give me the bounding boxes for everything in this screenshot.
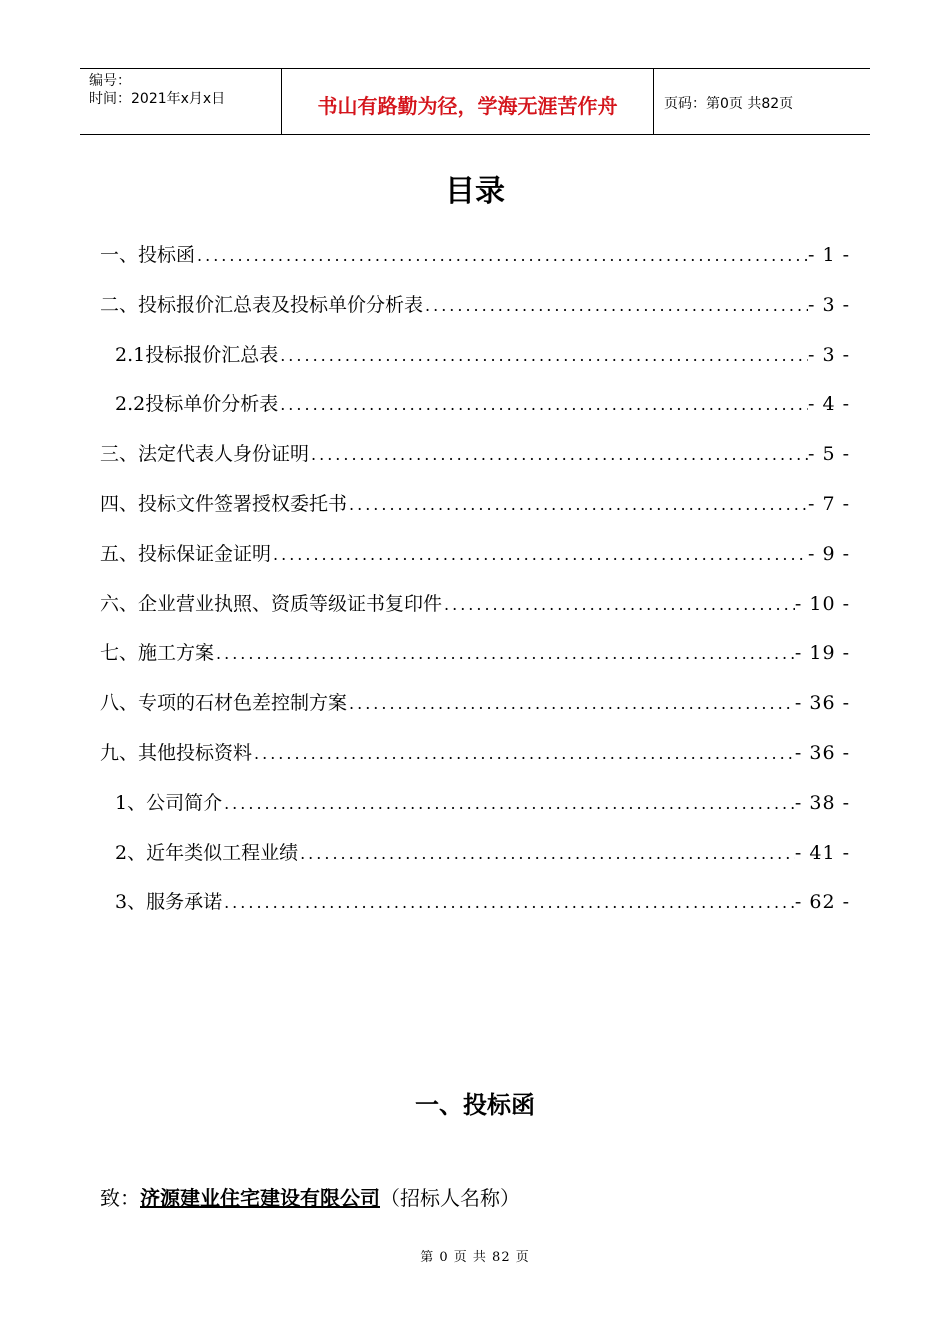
toc-entry[interactable] [100, 340, 850, 390]
recipient-line [100, 1182, 520, 1211]
toc-entry-page: - 38 - [794, 791, 850, 814]
table-of-contents [100, 240, 850, 937]
toc-entry-page: - 3 - [807, 293, 850, 316]
recipient-suffix: （招标人名称） [380, 1186, 520, 1210]
page-header [80, 68, 870, 135]
toc-entry-page: - 3 - [807, 343, 850, 366]
toc-entry[interactable] [100, 788, 850, 838]
header-meta [80, 69, 281, 134]
header-motto: 书山有路勤为径，学海无涯苦作舟 [281, 69, 654, 134]
toc-entry-page: - 5 - [807, 443, 850, 466]
toc-leader-dots [423, 296, 808, 315]
toc-entry-page: - 9 - [807, 542, 850, 565]
toc-leader-dots [222, 893, 795, 912]
document-number-label: 编号： [89, 73, 131, 89]
toc-entry-page: - 62 - [794, 891, 850, 914]
toc-leader-dots [214, 644, 795, 663]
toc-entry-label: 九、其他投标资料 [100, 741, 253, 764]
toc-entry-label: 八、专项的石材色差控制方案 [100, 692, 348, 715]
toc-entry[interactable] [100, 638, 850, 688]
toc-entry[interactable] [100, 738, 850, 788]
toc-leader-dots [347, 694, 795, 713]
toc-entry-page: - 36 - [794, 692, 850, 715]
toc-entry[interactable] [100, 539, 850, 589]
toc-entry[interactable] [100, 439, 850, 489]
toc-entry[interactable] [100, 290, 850, 340]
toc-entry-label: 2.2投标单价分析表 [115, 393, 279, 416]
toc-title: 目录 [445, 174, 505, 209]
toc-leader-dots [309, 445, 808, 464]
toc-leader-dots [442, 595, 795, 614]
toc-leader-dots [347, 495, 808, 514]
toc-leader-dots [298, 844, 795, 863]
toc-entry-page: - 10 - [794, 592, 850, 615]
header-page-info: 页码：第0页 共82页 [664, 96, 794, 112]
recipient-company: 济源建业住宅建设有限公司 [140, 1186, 380, 1210]
toc-leader-dots [252, 744, 795, 763]
toc-entry-label: 二、投标报价汇总表及投标单价分析表 [100, 293, 424, 316]
toc-leader-dots [195, 246, 808, 265]
toc-entry-label: 六、企业营业执照、资质等级证书复印件 [100, 592, 443, 615]
toc-entry-page: - 19 - [794, 642, 850, 665]
section-title: 一、投标函 [415, 1091, 535, 1119]
toc-entry[interactable] [100, 389, 850, 439]
page-footer: 第 0 页 共 82 页 [420, 1250, 530, 1265]
toc-entry-label: 一、投标函 [100, 244, 196, 266]
toc-leader-dots [271, 545, 808, 564]
toc-entry[interactable] [100, 838, 850, 888]
toc-entry-label: 五、投标保证金证明 [100, 542, 272, 565]
toc-leader-dots [278, 346, 808, 365]
toc-entry-page: - 1 - [807, 244, 850, 266]
toc-entry-label: 2、近年类似工程业绩 [115, 841, 299, 864]
toc-entry-label: 2.1投标报价汇总表 [115, 343, 279, 366]
toc-entry-page: - 36 - [794, 741, 850, 764]
toc-leader-dots [222, 794, 795, 813]
toc-entry-label: 1、公司简介 [115, 791, 223, 814]
toc-entry-page: - 4 - [807, 393, 850, 416]
toc-entry[interactable] [100, 688, 850, 738]
toc-entry-label: 七、施工方案 [100, 642, 215, 665]
toc-entry-label: 四、投标文件签署授权委托书 [100, 492, 348, 515]
toc-entry-page: - 7 - [807, 492, 850, 515]
toc-entry-label: 3、服务承诺 [115, 891, 223, 914]
toc-entry[interactable] [100, 489, 850, 539]
toc-entry[interactable] [100, 589, 850, 639]
toc-entry[interactable] [100, 240, 850, 290]
toc-entry-label: 三、法定代表人身份证明 [100, 443, 310, 466]
toc-entry-page: - 41 - [794, 841, 850, 864]
toc-leader-dots [278, 395, 808, 414]
recipient-prefix: 致： [100, 1186, 140, 1210]
toc-entry[interactable] [100, 887, 850, 937]
document-time: 时间：2021年x月x日 [89, 91, 226, 107]
